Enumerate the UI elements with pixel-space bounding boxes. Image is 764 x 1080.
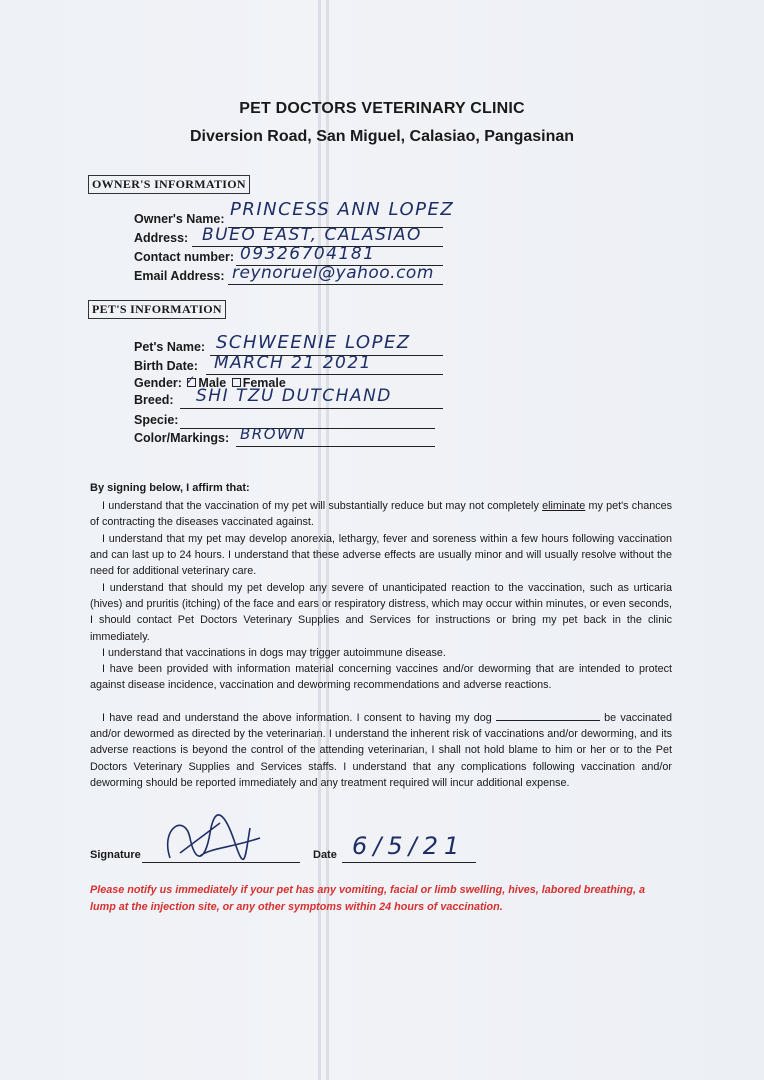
consent-paragraph-2: I understand that my pet may develop anorexia, lethargy, fever and soreness within a few hours following vaccination and can last up to 24 hours. I understand that these adverse effects are usually minor and will usually resolve without the need for additional veterinary care. <box>90 533 672 578</box>
male-option-label: Male <box>198 376 227 390</box>
clinic-address: Diversion Road, San Miguel, Calasiao, Pangasinan <box>189 128 575 145</box>
pet-birth-line <box>206 374 443 375</box>
owner-email-value[interactable]: reynoruel@yahoo.com <box>232 263 434 283</box>
clinic-name: PET DOCTORS VETERINARY CLINIC <box>239 100 525 117</box>
owner-address-value[interactable]: BUEO EAST, CALASIAO <box>202 225 422 245</box>
pet-name-label: Pet's Name: <box>134 340 206 354</box>
owner-address-label: Address: <box>134 231 189 245</box>
pet-breed-value[interactable]: SHI TZU DUTCHAND <box>196 386 392 406</box>
pet-specie-label: Specie: <box>134 413 179 427</box>
signature-label: Signature <box>90 849 141 861</box>
date-label: Date <box>313 849 337 861</box>
owner-name-value[interactable]: PRINCESS ANN LOPEZ <box>230 199 455 220</box>
owner-email-line <box>228 284 443 285</box>
owner-contact-value[interactable]: 09326704181 <box>240 244 376 264</box>
consent-text: I have read and understand the above information. I consent to having my dog <box>102 712 492 724</box>
pet-birth-value[interactable]: MARCH 21 2021 <box>214 353 372 373</box>
consent-paragraph-3: I understand that should my pet develop any severe of unanticipated reaction to the vaccination, such as urticaria (hives) and pruritis (itching) of the face and ears or respiratory distress, which may occur within minutes, or even seconds, I should contact Pet Doctors Veterinary Supplies and Services for instructions or bring my pet back in the clinic immediately. <box>90 582 672 643</box>
pet-color-line <box>236 446 435 447</box>
consent-text: I understand that the vaccination of my pet will substantially reduce but may not completely <box>102 500 543 512</box>
consent-text: be vaccinated and/or dewormed as directed by the veterinarian. I understand the inherent risk of vaccinations and/or deworming, and its adverse reactions is beyond the control of the attending veterinarian, I shall not hold blame to him or her or to the Pet Doctors Veterinary Supplies and Services staffs. I understand that any complications following vaccination and/or deworming should be reported immediately and any treatment required will incur additional expense. <box>90 712 672 789</box>
consent-paragraph-5: I have been provided with information material concerning vaccines and/or deworming that are intended to protect against disease incidence, vaccination and deworming recommendations and adverse reactions. <box>90 663 672 692</box>
male-checkbox[interactable]: ✓ <box>185 373 196 388</box>
pet-breed-line <box>180 408 443 409</box>
pet-specie-line[interactable] <box>180 428 435 429</box>
pet-color-label: Color/Markings: <box>134 431 230 445</box>
pet-color-value[interactable]: BROWN <box>240 425 307 443</box>
consent-underlined-word: eliminate <box>542 500 586 512</box>
owner-email-label: Email Address: <box>134 269 225 283</box>
pet-gender-label: Gender: <box>134 376 182 390</box>
owner-section-title: OWNER'S INFORMATION <box>88 175 250 194</box>
date-value[interactable]: 6/5/21 <box>352 832 466 860</box>
pet-birth-label: Birth Date: <box>134 359 198 373</box>
pet-breed-label: Breed: <box>134 393 174 407</box>
owner-contact-label: Contact number: <box>134 250 234 264</box>
pet-section-title: PET'S INFORMATION <box>88 300 226 319</box>
pet-name-value[interactable]: SCHWEENIE LOPEZ <box>216 332 411 353</box>
dog-name-blank[interactable] <box>496 710 600 721</box>
consent-intro: By signing below, I affirm that: <box>90 482 250 494</box>
consent-paragraph-1 <box>90 498 672 530</box>
consent-text: my pet's chances of contracting the diseases vaccinated against. <box>90 500 673 529</box>
female-option-label: Female <box>242 376 286 390</box>
adverse-reaction-notice: Please notify us immediately if your pet has any vomiting, facial or limb swelling, hives, labored breathing, a lump at the injection site, or any other symptoms within 24 hours of vaccination. <box>90 884 645 913</box>
owner-name-label: Owner's Name: <box>134 212 225 226</box>
consent-paragraph-4: I understand that vaccinations in dogs may trigger autoimmune disease. <box>102 647 446 659</box>
consent-paragraph-6 <box>90 710 672 791</box>
date-line <box>342 862 476 863</box>
signature-scribble[interactable] <box>150 808 270 868</box>
